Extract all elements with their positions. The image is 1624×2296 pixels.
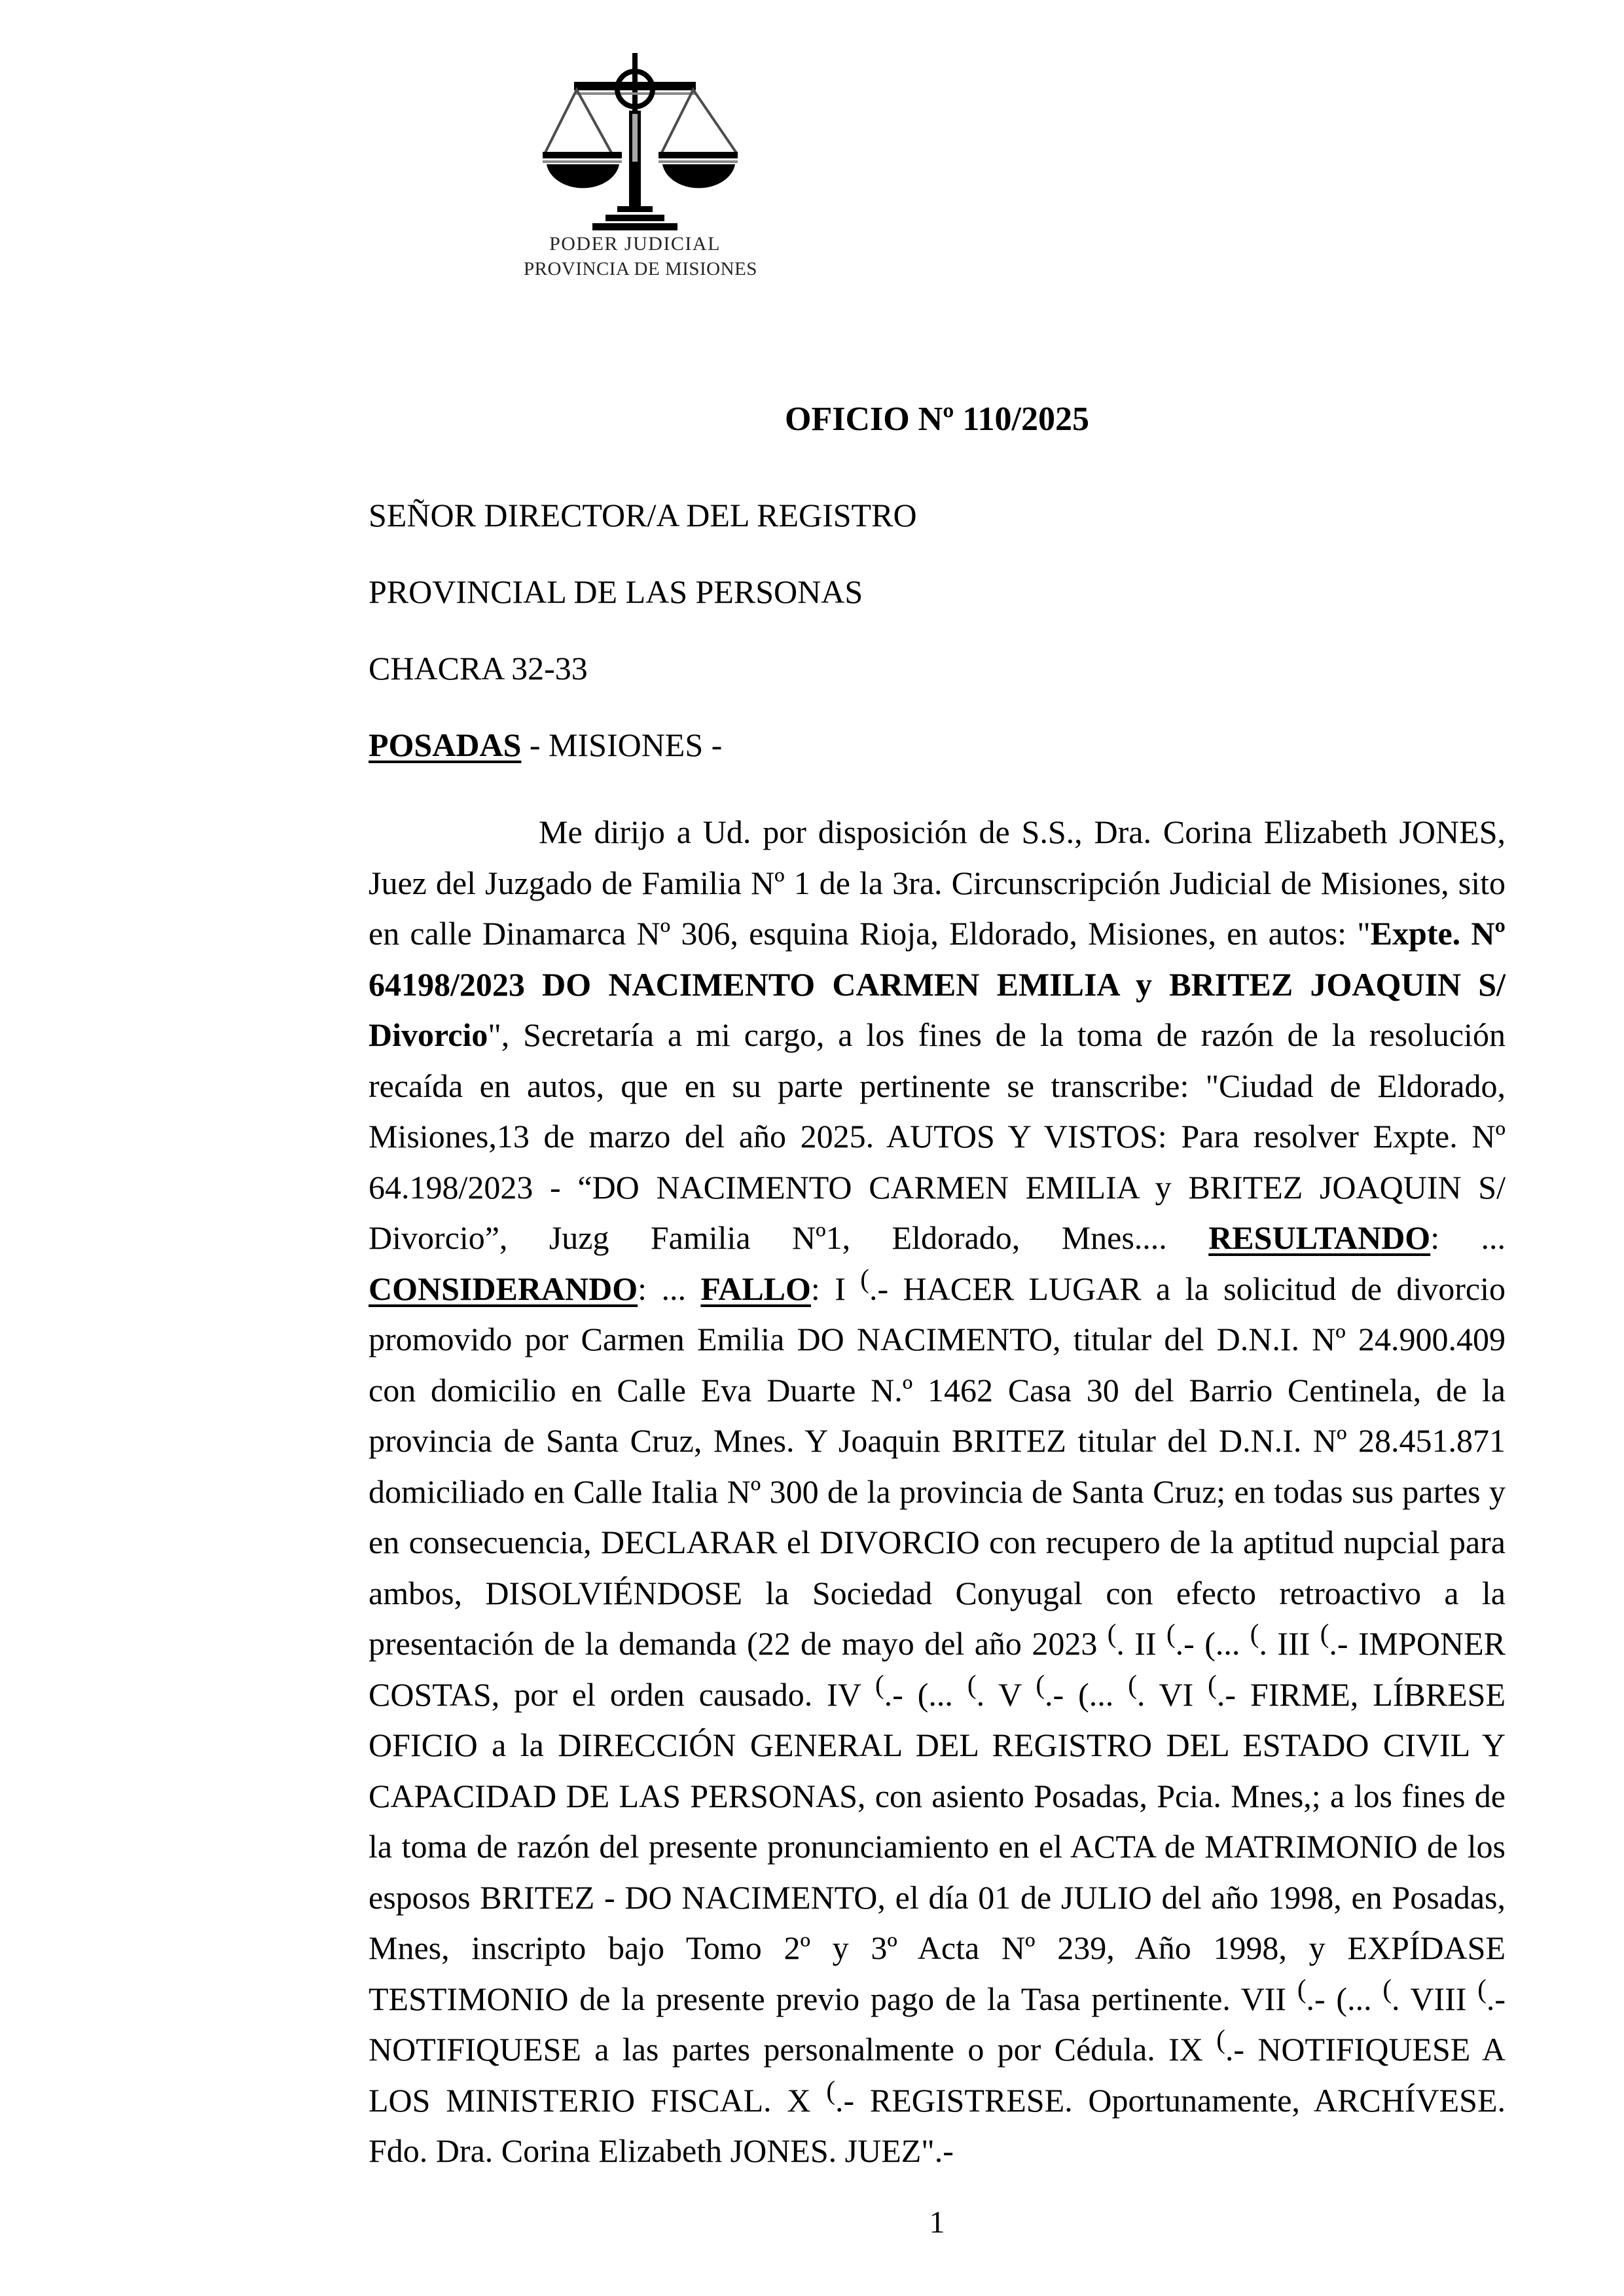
text-run: . III	[1259, 1625, 1320, 1662]
text-run: .- (...	[884, 1676, 967, 1713]
text-run: : I	[810, 1270, 861, 1307]
text-run: (	[860, 1263, 869, 1294]
text-run: .- FIRME, LÍBRESE OFICIO a la DIRECCIÓN GENERAL DEL REGISTRO DEL ESTADO CIVIL Y CAPACIDAD DE LAS PERSONAS, con asiento Posadas, Pcia. Mnes,; a los fines de la toma de razón del presente pronunciamiento en el ACTA de MATRIMONIO de los esposos BRITEZ - DO NACIMENTO, el día 01 de JULIO del año 1998, en Posadas, Mnes, inscripto bajo Tomo 2º y 3º Acta Nº 239, Año 1998, y EXPÍDASE TESTIMONIO de la presente previo pago de la Tasa pertinente. VII	[369, 1676, 1506, 2017]
text-run: (	[1250, 1618, 1259, 1649]
text-run: (	[1382, 1973, 1392, 2004]
page-number: 1	[929, 2205, 945, 2240]
text-run: SEÑOR DIRECTOR/A DEL REGISTRO	[369, 497, 917, 533]
text-run: Me dirijo a Ud. por disposición de S.S., Dra. Corina Elizabeth JONES, Juez del Juzgado de Familia Nº 1 de la 3ra. Circunscripción Judicial de Misiones, sito en calle Dinamarca Nº 306, esquina Rioja, Eldorado, Misiones, en autos: "	[369, 814, 1506, 952]
text-run: .- NOTIFIQUESE A LOS MINISTERIO FISCAL. X	[369, 2031, 1506, 2119]
recipient-line-4	[369, 725, 1506, 765]
text-run: PROVINCIAL DE LAS PERSONAS	[369, 573, 863, 610]
text-run: .- IMPONER COSTAS, por el orden causado. IV	[369, 1625, 1506, 1713]
recipient-line-1	[369, 495, 1506, 535]
court-logo	[524, 49, 757, 282]
text-run: (	[1320, 1618, 1329, 1649]
text-run: . VIII	[1392, 1980, 1478, 2017]
text-run: (	[1297, 1973, 1307, 2004]
text-run: .- (...	[1175, 1625, 1250, 1662]
text-run: (	[1477, 1973, 1487, 2004]
text-run: . II	[1116, 1625, 1167, 1662]
text-run: : ...	[638, 1270, 701, 1307]
logo-caption-line1: PODER JUDICIAL	[549, 233, 721, 255]
text-run: .- NOTIFIQUESE a las partes personalmente o por Cédula. IX	[369, 1980, 1506, 2068]
text-run: (	[1166, 1618, 1176, 1649]
text-run: (	[1128, 1669, 1137, 1700]
text-run: .- (...	[1306, 1980, 1383, 2017]
text-run: (	[1107, 1618, 1117, 1649]
text-run: CHACRA 32-33	[369, 650, 588, 687]
text-run: Expte. Nº 64198/2023 DO NACIMENTO CARMEN EMILIA y BRITEZ JOAQUIN S/ Divorcio	[369, 915, 1506, 1053]
text-run: - MISIONES -	[521, 726, 723, 763]
body-paragraph	[369, 807, 1506, 2177]
text-run: : ...	[1430, 1219, 1506, 1256]
text-run: . V	[976, 1676, 1036, 1713]
document-title: OFICIO Nº 110/2025	[785, 401, 1089, 438]
text-run: . VI	[1136, 1676, 1208, 1713]
text-run: (	[826, 2075, 835, 2106]
text-run: POSADAS	[369, 726, 522, 763]
text-run: CONSIDERANDO	[369, 1270, 638, 1307]
text-run: .- (...	[1044, 1676, 1128, 1713]
recipient-line-3	[369, 648, 1506, 689]
logo-caption-line2: PROVINCIA DE MISIONES	[524, 259, 757, 279]
text-run: (	[1036, 1669, 1045, 1700]
text-run: RESULTANDO	[1208, 1219, 1431, 1256]
text-run: FALLO	[700, 1270, 811, 1307]
text-run: .- REGISTRESE. Oportunamente, ARCHÍVESE. Fdo. Dra. Corina Elizabeth JONES. JUEZ".-	[369, 2081, 1506, 2169]
text-run: (	[967, 1669, 977, 1700]
text-run: (	[1208, 1669, 1217, 1700]
text-run: (	[1216, 2024, 1225, 2054]
recipient-line-2	[369, 571, 1506, 612]
text-run: ", Secretaría a mi cargo, a los fines de la toma de razón de la resolución recaída en autos, que en su parte pertinente se transcribe: "Ciudad de Eldorado, Misiones,13 de marzo del año 2025. AUTOS Y VISTOS: Para resolver Expte. Nº 64.198/2023 - “DO NACIMENTO CARMEN EMILIA y BRITEZ JOAQUIN S/ Divorcio”, Juzg Familia Nº1, Eldorado, Mnes....	[369, 1016, 1506, 1256]
scales-of-justice-icon	[527, 49, 743, 231]
text-run: .- HACER LUGAR a la solicitud de divorcio promovido por Carmen Emilia DO NACIMENTO, titular del D.N.I. Nº 24.900.409 con domicilio en Calle Eva Duarte N.º 1462 Casa 30 del Barrio Centinela, de la provincia de Santa Cruz, Mnes. Y Joaquin BRITEZ titular del D.N.I. Nº 28.451.871 domiciliado en Calle Italia Nº 300 de la provincia de Santa Cruz; en todas sus partes y en consecuencia, DECLARAR el DIVORCIO con recupero de la aptitud nupcial para ambos, DISOLVIÉNDOSE la Sociedad Conyugal con efecto retroactivo a la presentación de la demanda (22 de mayo del año 2023	[369, 1270, 1506, 1662]
text-run: (	[875, 1669, 884, 1700]
recipient-address	[369, 495, 1506, 801]
